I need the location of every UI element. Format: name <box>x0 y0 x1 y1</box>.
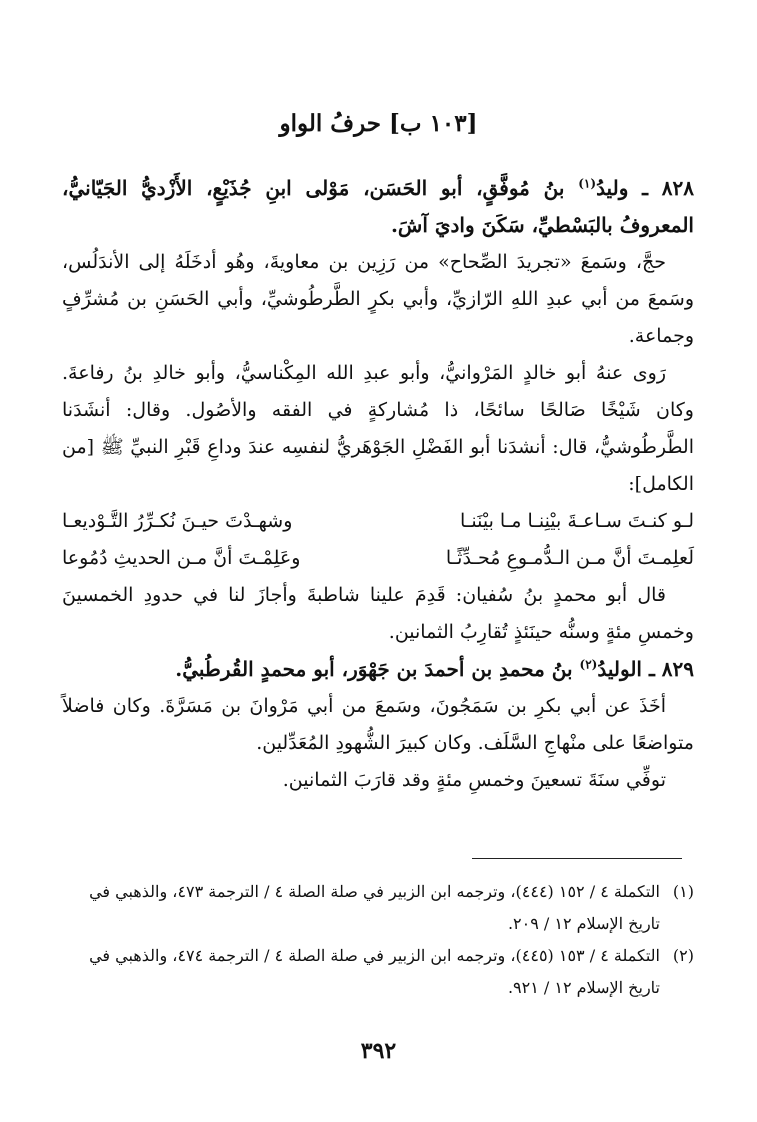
footnote-separator <box>472 858 682 859</box>
verse-hemistich-second: وشهـدْتَ حيـنَ نُكـرِّرُ التَّـوْديعـا <box>62 510 293 532</box>
verse-hemistich-second: وعَلِمْـتَ أنَّ مـن الحديثِ دُمُوعا <box>62 547 301 569</box>
chapter-heading: [١٠٣ ب] حرفُ الواو <box>279 110 478 137</box>
footnote-text: التكملة ٤ / ١٥٣ (٤٤٥)، وترجمه ابن الزبير في صلة الصلة ٤ / الترجمة ٤٧٤، والذهبي في تاريخ الإسلام ١٢ / ٩٢١. <box>89 946 660 997</box>
footnotes <box>62 876 694 1004</box>
footnote <box>62 876 694 940</box>
footnote-number: (١) <box>672 882 694 901</box>
paragraph: حجَّ، وسَمعَ «تجريدَ الصِّحاح» من رَزِين بن معاويةَ، وهُو أدخَلَهُ إلى الأندَلُس، وسَمعَ من أبي عبدِ اللهِ الرّازيِّ، وأبي بكرٍ الطَّرطُوشيِّ، وأبي الحَسَنِ بن مُشرِّفٍ وجماعة. <box>62 251 694 347</box>
entry-name: وليدُ <box>596 176 629 200</box>
entry-heading-829 <box>62 651 694 688</box>
entry-number: ٨٢٨ ـ <box>642 176 695 200</box>
footnote-number: (٢) <box>672 946 694 965</box>
entry-heading-828 <box>62 170 694 244</box>
paragraph: أخَذَ عن أبي بكرِ بن سَمَجُونَ، وسَمعَ من أبي مَرْوانَ بن مَسَرَّةَ. وكان فاضلاً متواضعًا على منْهاجِ السَّلَف. وكان كبيرَ الشُّهودِ المُعَدِّلين. <box>62 695 694 754</box>
page-number: ٣٩٢ <box>360 1038 397 1064</box>
main-text <box>62 170 694 799</box>
paragraph: توفِّي سنَةَ تسعينَ وخمسِ مئةٍ وقد قارَبَ الثمانين. <box>282 769 666 791</box>
footnote-marker[interactable]: (٢) <box>579 657 598 672</box>
entry-name-rest: بنُ مُوفَّقٍ، أبو الحَسَن، مَوْلى ابنِ جُذَيْعٍ، الأَزْديُّ الجَيّانيُّ، المعروفُ بالبَسْطيِّ، سَكَنَ واديَ آشَ. <box>62 176 694 237</box>
paragraph: رَوى عنهُ أبو خالدٍ المَرْوانيُّ، وأبو عبدِ الله المِكْناسيُّ، وأبو خالدِ بنُ رفاعةَ. وكان شَيْخًا صَالحًا سائحًا، ذا مُشاركةٍ في الفقه والأصُول. وقال: أنشَدَنا الطَّرطُوشيُّ، قال: أنشدَنا أبو الفَضْلِ الجَوْهَريُّ لنفسِه عندَ وداعِ قَبْرِ النبيِّ ﷺ [من الكامل]: <box>62 362 694 495</box>
footnote-text: التكملة ٤ / ١٥٢ (٤٤٤)، وترجمه ابن الزبير في صلة الصلة ٤ / الترجمة ٤٧٣، والذهبي في تاريخ الإسلام ١٢ / ٢٠٩. <box>89 882 660 933</box>
footnote-marker[interactable]: (١) <box>578 176 597 191</box>
verse-hemistich-first: لـو كنـتَ سـاعـةَ بيْنِنـا مـا بيْنَنـا <box>460 510 694 532</box>
entry-name: الوليدُ <box>597 657 642 681</box>
verse-hemistich-first: لَعلِمـتَ أنَّ مـن الـدُّمـوعِ مُحـدِّثًـا <box>445 547 694 569</box>
entry-number: ٨٢٩ ـ <box>648 657 694 681</box>
entry-name-rest: بنُ محمدِ بن أحمدَ بن جَهْوَر، أبو محمدٍ القُرطُبيُّ. <box>175 657 573 681</box>
paragraph: قال أبو محمدٍ بنُ سُفيان: قَدِمَ علينا شاطبةَ وأجازَ لنا في حدودِ الخمسينَ وخمسِ مئةٍ وسنُّه حينَئذٍ تُقارِبُ الثمانين. <box>62 584 694 643</box>
footnote <box>62 940 694 1004</box>
verse-line <box>62 540 694 577</box>
verse-line <box>62 503 694 540</box>
